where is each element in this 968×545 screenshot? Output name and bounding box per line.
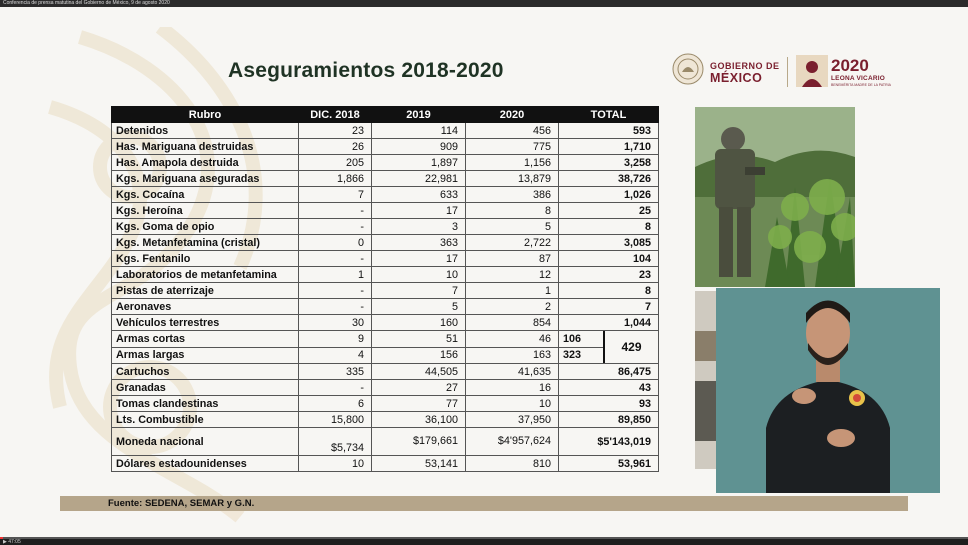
cell-value: 1 [299, 267, 372, 283]
video-player-controls[interactable] [0, 537, 968, 545]
cell-value: 51 [372, 331, 466, 348]
cell-value: 10 [466, 396, 559, 412]
cell-total: 104 [559, 251, 659, 267]
cell-value: 41,635 [466, 364, 559, 380]
table-row [112, 283, 659, 299]
video-title: Conferencia de prensa matutina del Gobierno de México, 9 de agosto 2020 [3, 0, 170, 6]
header-2019: 2019 [372, 107, 466, 123]
cell-total: 38,726 [559, 171, 659, 187]
cell-value: 156 [372, 347, 466, 364]
cell-rubro: Dólares estadounidenses [112, 456, 299, 472]
cell-value: 5 [372, 299, 466, 315]
cell-value: 17 [372, 203, 466, 219]
cell-value: - [299, 380, 372, 396]
table-row [112, 139, 659, 155]
cell-rubro: Laboratorios de metanfetamina [112, 267, 299, 283]
cell-value: 5 [466, 219, 559, 235]
cell-value: 53,141 [372, 456, 466, 472]
cell-value: 12 [466, 267, 559, 283]
cell-value: 775 [466, 139, 559, 155]
cell-value: 9 [299, 331, 372, 348]
cell-value: 7 [299, 187, 372, 203]
cell-value: 1,866 [299, 171, 372, 187]
cell-value: 335 [299, 364, 372, 380]
cell-total: 43 [559, 380, 659, 396]
cell-rubro: Kgs. Mariguana aseguradas [112, 171, 299, 187]
cell-total: 1,026 [559, 187, 659, 203]
cell-rubro: Armas cortas [112, 331, 299, 348]
cell-value: 6 [299, 396, 372, 412]
header-total: TOTAL [559, 107, 659, 123]
cell-value: 10 [299, 456, 372, 472]
cell-rubro: Moneda nacional [112, 428, 299, 456]
cell-value: 810 [466, 456, 559, 472]
presentation-slide [0, 7, 968, 537]
table-header-row [112, 107, 659, 123]
cell-value: - [299, 219, 372, 235]
cell-value: - [299, 251, 372, 267]
cell-value: 87 [466, 251, 559, 267]
cell-rubro: Kgs. Metanfetamina (cristal) [112, 235, 299, 251]
cell-total: 3,258 [559, 155, 659, 171]
cell-value: 30 [299, 315, 372, 331]
cell-rubro: Kgs. Heroína [112, 203, 299, 219]
table-body [112, 123, 659, 472]
video-time: ▶ 47:05 [3, 539, 21, 545]
table-row [112, 396, 659, 412]
armas-subtotal-table [559, 331, 658, 363]
cell-rubro: Armas largas [112, 347, 299, 364]
table-row [112, 235, 659, 251]
armas-total-cell [559, 331, 659, 364]
source-bar [60, 496, 908, 511]
cell-rubro: Detenidos [112, 123, 299, 139]
cell-rubro: Pistas de aterrizaje [112, 283, 299, 299]
cell-total: 8 [559, 219, 659, 235]
table-row [112, 299, 659, 315]
table-row [112, 315, 659, 331]
table-row-moneda-nacional [112, 428, 659, 456]
cell-value: 386 [466, 187, 559, 203]
cell-value: $179,661 [372, 428, 466, 456]
header-rubro: Rubro [112, 107, 299, 123]
cell-total: 25 [559, 203, 659, 219]
cell-value: 163 [466, 347, 559, 364]
table-row [112, 155, 659, 171]
slide-title: Aseguramientos 2018-2020 [228, 59, 504, 82]
cell-rubro: Kgs. Cocaína [112, 187, 299, 203]
leona-vicario-portrait-icon [796, 55, 828, 87]
cell-total: 7 [559, 299, 659, 315]
cell-value: 36,100 [372, 412, 466, 428]
logo-divider [787, 57, 788, 87]
cell-total: 429 [621, 340, 642, 354]
cell-total: 23 [559, 267, 659, 283]
logo-subtitle: BENEMÉRITA MADRE DE LA PATRIA [831, 83, 891, 87]
cell-rubro: Granadas [112, 380, 299, 396]
cell-total: $5'143,019 [559, 428, 659, 456]
cell-value: 909 [372, 139, 466, 155]
table-row [112, 219, 659, 235]
cell-value: 205 [299, 155, 372, 171]
cell-value: 633 [372, 187, 466, 203]
table-row [112, 380, 659, 396]
sign-language-interpreter-video [716, 288, 940, 493]
cell-rubro: Tomas clandestinas [112, 396, 299, 412]
cell-value: 13,879 [466, 171, 559, 187]
cell-rubro: Lts. Combustible [112, 412, 299, 428]
cell-value: 15,800 [299, 412, 372, 428]
cell-total: 8 [559, 283, 659, 299]
logo-line-2: MÉXICO [710, 71, 763, 85]
cell-value: 456 [466, 123, 559, 139]
cell-subtotal: 106 [559, 331, 604, 347]
cell-total: 1,044 [559, 315, 659, 331]
national-seal-icon [672, 53, 704, 85]
cell-total: 1,710 [559, 139, 659, 155]
cell-value: 22,981 [372, 171, 466, 187]
gobierno-de-mexico-logo [672, 53, 782, 87]
cell-total: 53,961 [559, 456, 659, 472]
cell-rubro: Kgs. Goma de opio [112, 219, 299, 235]
table-row-armas-cortas [112, 331, 659, 348]
cell-value: 44,505 [372, 364, 466, 380]
cell-rubro: Vehículos terrestres [112, 315, 299, 331]
cell-value: 2,722 [466, 235, 559, 251]
table-row [112, 171, 659, 187]
logo-name: LEONA VICARIO [831, 75, 886, 82]
source-text: Fuente: SEDENA, SEMAR y G.N. [108, 498, 255, 509]
cell-value: 114 [372, 123, 466, 139]
cell-value: 854 [466, 315, 559, 331]
table-row [112, 123, 659, 139]
cell-subtotal: 323 [559, 347, 604, 363]
cell-total: 3,085 [559, 235, 659, 251]
cell-rubro: Aeronaves [112, 299, 299, 315]
cell-value: 1,156 [466, 155, 559, 171]
header-2020: 2020 [466, 107, 559, 123]
cell-value: 2 [466, 299, 559, 315]
cell-value: 46 [466, 331, 559, 348]
cell-value: $5,734 [299, 428, 372, 456]
video-title-bar [0, 0, 968, 7]
cell-value: 10 [372, 267, 466, 283]
cell-value: 160 [372, 315, 466, 331]
cell-value: 7 [372, 283, 466, 299]
cell-total: 93 [559, 396, 659, 412]
table-row [112, 267, 659, 283]
leona-vicario-2020-logo [796, 53, 896, 89]
cell-rubro: Kgs. Fentanilo [112, 251, 299, 267]
cell-value: 17 [372, 251, 466, 267]
soldier-field-photo [695, 107, 855, 287]
header-dic-2018: DIC. 2018 [299, 107, 372, 123]
table-row [112, 364, 659, 380]
cell-total: 593 [559, 123, 659, 139]
cell-value: 1,897 [372, 155, 466, 171]
table-row-dolares [112, 456, 659, 472]
cell-value: - [299, 299, 372, 315]
logo-year: 2020 [831, 56, 869, 75]
table-row [112, 251, 659, 267]
cell-total: 86,475 [559, 364, 659, 380]
cell-value: 23 [299, 123, 372, 139]
cell-value: 26 [299, 139, 372, 155]
cell-value: - [299, 203, 372, 219]
table-row [112, 187, 659, 203]
cell-rubro: Cartuchos [112, 364, 299, 380]
cell-value: $4'957,624 [466, 428, 559, 456]
cell-value: 363 [372, 235, 466, 251]
cell-value: 0 [299, 235, 372, 251]
seizures-table [111, 106, 659, 472]
cell-value: 77 [372, 396, 466, 412]
cell-value: 16 [466, 380, 559, 396]
video-progress-bar[interactable] [0, 537, 968, 539]
cell-value: 3 [372, 219, 466, 235]
table-row [112, 203, 659, 219]
cell-rubro: Has. Amapola destruida [112, 155, 299, 171]
cell-rubro: Has. Mariguana destruidas [112, 139, 299, 155]
cell-value: 37,950 [466, 412, 559, 428]
cell-value: 4 [299, 347, 372, 364]
cell-value: 8 [466, 203, 559, 219]
cell-total: 89,850 [559, 412, 659, 428]
table-row [112, 412, 659, 428]
cell-value: 1 [466, 283, 559, 299]
logo-line-1: GOBIERNO DE [710, 61, 780, 71]
cell-value: - [299, 283, 372, 299]
cell-value: 27 [372, 380, 466, 396]
